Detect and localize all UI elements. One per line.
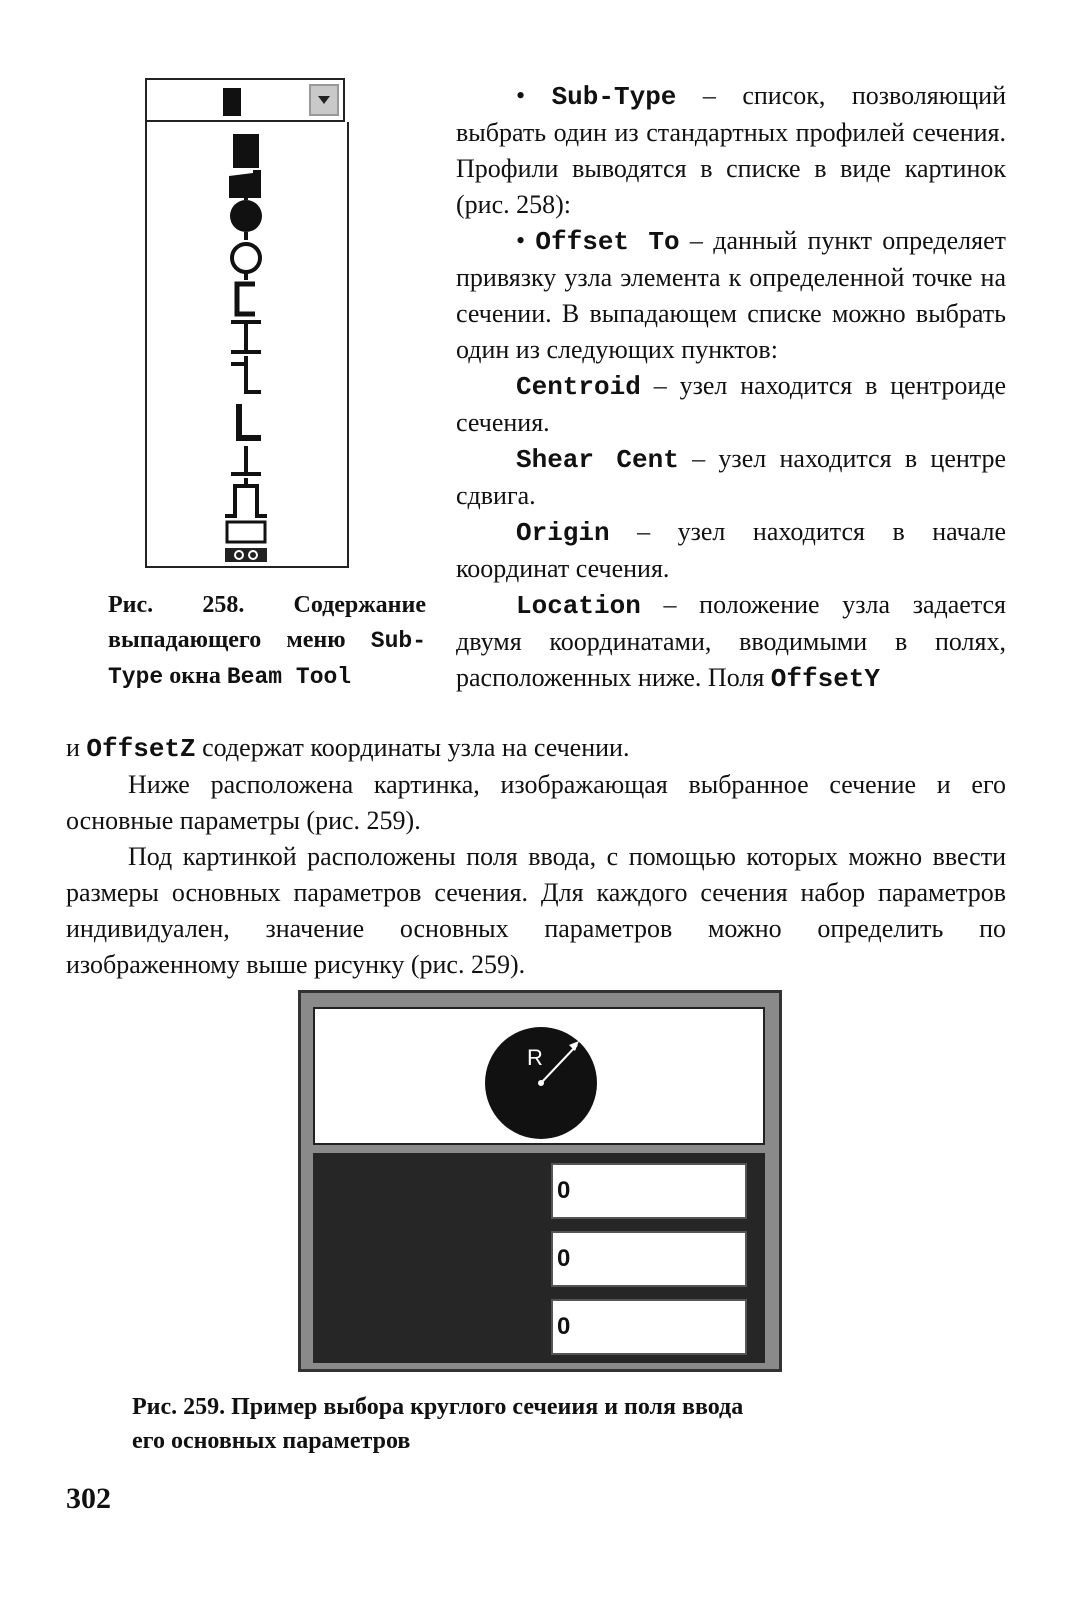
circle-section-diagram (315, 1009, 763, 1143)
paragraph-shear-cent: Shear Cent – узел находится в центре сдвига. (456, 444, 1006, 510)
l-angle-icon[interactable] (239, 404, 261, 438)
paragraph-input-fields: Под картинкой расположены поля ввода, с помощью которых можно ввести размеры основных параметров сечения. Для каждого сечения набор параметров индивидуален, значение основных параметров можно определить по изображенному выше рисунку (рис. 259). (66, 842, 1006, 979)
paragraph-offset-to: • Offset To – данный пункт определяет привязку узла элемента к определенной точке на сечении. В выпадающем списке можно выбрать один из следующих пунктов: (456, 226, 1006, 364)
paragraph-centroid: Centroid – узел находится в центроиде сечения. (456, 371, 1006, 437)
figure-259-caption-line1: Рис. 259. Пример выбора круглого сечеиия и поля ввода (132, 1394, 744, 1420)
parameter-input-3[interactable]: 0 (551, 1299, 747, 1355)
hollow-circle-icon[interactable] (232, 244, 260, 280)
parameter-row (313, 1227, 765, 1287)
right-column-text (456, 78, 1006, 697)
body-text (66, 730, 1006, 983)
user-defined-icon[interactable] (225, 548, 267, 562)
parameter-input-2[interactable]: 0 (551, 1231, 747, 1287)
chevron-down-icon (317, 94, 331, 106)
t-section-icon[interactable] (231, 446, 261, 474)
parameter-label (323, 1305, 543, 1345)
figure-259-caption (132, 1390, 892, 1458)
figure-259-caption-line2: его основных параметров (132, 1428, 411, 1454)
solid-trapezoid-icon[interactable] (229, 170, 261, 198)
i-beam-icon[interactable] (231, 322, 261, 352)
paragraph-picture-description: Ниже расположена картинка, изображающая выбранное сечение и его основные параметры (рис. 259). (66, 770, 1006, 835)
parameter-fields (313, 1153, 765, 1363)
solid-rectangle-icon (223, 88, 241, 116)
subtype-options-list[interactable] (145, 122, 349, 568)
figure-258-caption: Рис. 258. Содержание выпадающего меню Sub-Type окна Beam Tool (108, 592, 426, 690)
paragraph-location: Location – положение узла задается двумя координатами, вводимыми в полях, расположенных ниже. Поля OffsetY (456, 590, 1006, 694)
dropdown-arrow-button[interactable] (309, 84, 339, 116)
parameter-label (323, 1169, 543, 1209)
page-number: 302 (66, 1482, 111, 1515)
solid-circle-icon[interactable] (230, 194, 262, 240)
solid-rectangle-icon[interactable] (233, 134, 259, 168)
paragraph-origin: Origin – узел находится в начале координат сечения. (456, 517, 1006, 583)
parameter-row (313, 1159, 765, 1219)
subtype-combobox[interactable] (145, 78, 345, 122)
radius-label: R (527, 1045, 543, 1070)
channel-icon[interactable] (237, 284, 255, 314)
paragraph-offsetz: и OffsetZ содержат координаты узла на сечении. (66, 733, 630, 764)
parameter-row (313, 1295, 765, 1355)
parameter-label (323, 1237, 543, 1277)
circular-section-panel (298, 990, 782, 1372)
hat-section-icon[interactable] (225, 478, 267, 516)
subtype-dropdown-figure (145, 78, 349, 568)
section-picture (313, 1007, 765, 1145)
paragraph-subtype: • Sub-Type – список, позволяющий выбрать один из стандартных профилей сечения. Профили выводятся в списке в виде картинок (рис. 258): (456, 81, 1006, 219)
z-section-icon[interactable] (231, 356, 261, 392)
parameter-input-1[interactable]: 0 (551, 1163, 747, 1219)
hollow-rectangle-icon[interactable] (227, 522, 265, 542)
